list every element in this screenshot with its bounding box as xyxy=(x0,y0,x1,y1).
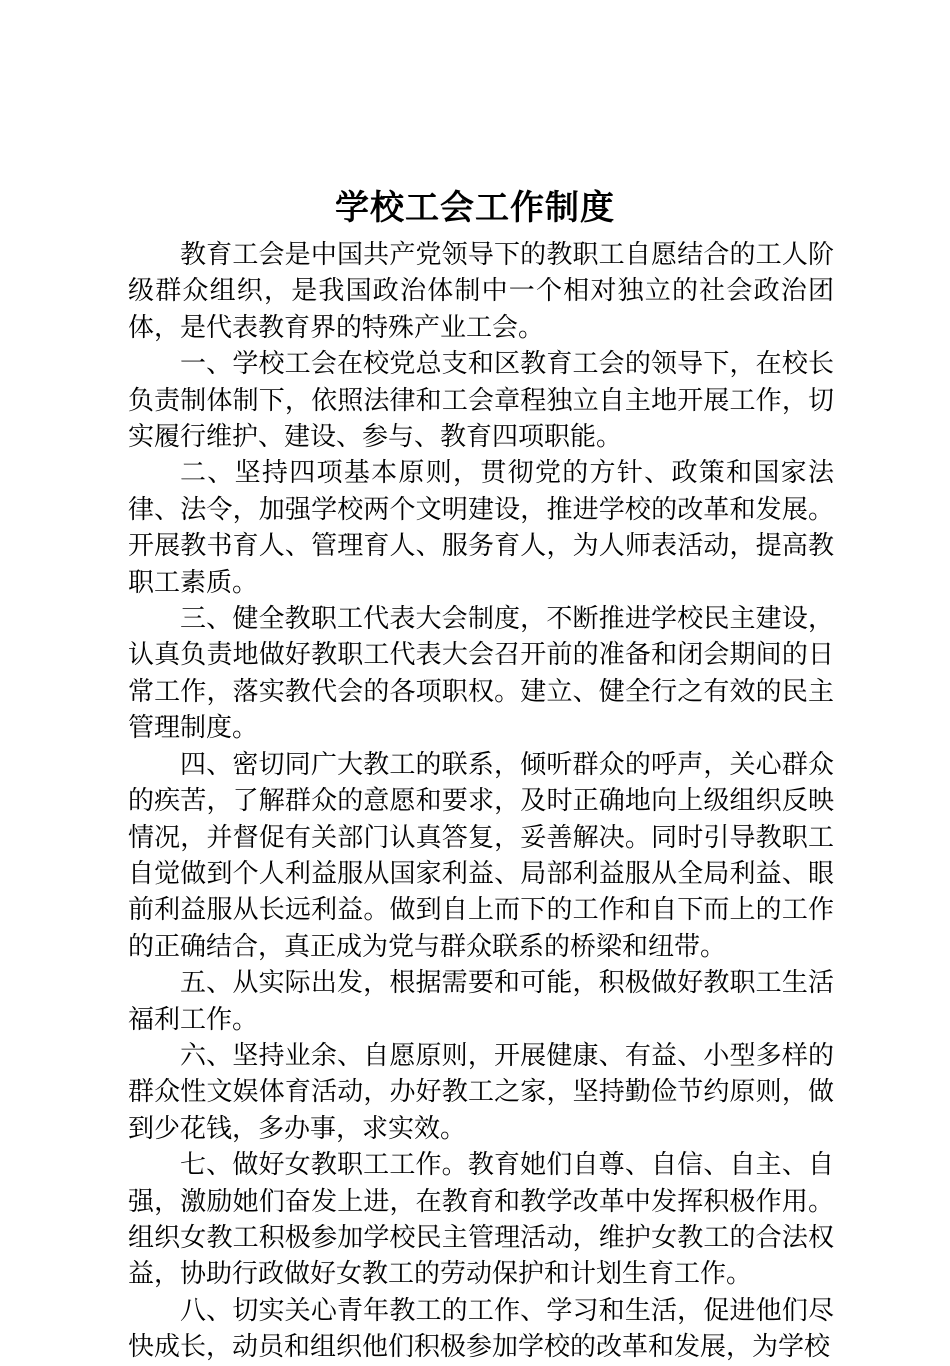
document-body xyxy=(128,237,834,1366)
paragraph-6: 六、坚持业余、自愿原则，开展健康、有益、小型多样的群众性文娱体育活动，办好教工之家，坚持勤俭节约原则，做到少花钱，多办事，求实效。 xyxy=(128,1040,834,1144)
paragraph-3: 三、健全教职工代表大会制度，不断推进学校民主建设，认真负责地做好教职工代表大会召开前的准备和闭会期间的日常工作，落实教代会的各项职权。建立、健全行之有效的民主管理制度。 xyxy=(128,604,834,744)
paragraph-8: 八、切实关心青年教工的工作、学习和生活，促进他们尽快成长，动员和组织他们积极参加学校的改革和发展，为学校 xyxy=(128,1295,834,1363)
paragraph-1: 一、学校工会在校党总支和区教育工会的领导下，在校长负责制体制下，依照法律和工会章程独立自主地开展工作，切实履行维护、建设、参与、教育四项职能。 xyxy=(128,349,834,453)
paragraph-2: 二、坚持四项基本原则，贯彻党的方针、政策和国家法律、法令，加强学校两个文明建设，推进学校的改革和发展。开展教书育人、管理育人、服务育人，为人师表活动，提高教职工素质。 xyxy=(128,458,834,598)
paragraph-4: 四、密切同广大教工的联系，倾听群众的呼声，关心群众的疾苦，了解群众的意愿和要求，及时正确地向上级组织反映情况，并督促有关部门认真答复，妥善解决。同时引导教职工自觉做到个人利益服从国家利益、局部利益服从全局利益、眼前利益服从长远利益。做到自上而下的工作和自下而上的工作的正确结合，真正成为党与群众联系的桥梁和纽带。 xyxy=(128,749,834,962)
document-title: 学校工会工作制度 xyxy=(335,188,615,228)
paragraph-7: 七、做好女教职工工作。教育她们自尊、自信、自主、自强，激励她们奋发上进，在教育和教学改革中发挥积极作用。组织女教工积极参加学校民主管理活动，维护女教工的合法权益，协助行政做好女教工的劳动保护和计划生育工作。 xyxy=(128,1150,834,1290)
paragraph-5: 五、从实际出发，根据需要和可能，积极做好教职工生活福利工作。 xyxy=(128,968,834,1035)
paragraph-intro: 教育工会是中国共产党领导下的教职工自愿结合的工人阶级群众组织，是我国政治体制中一个相对独立的社会政治团体，是代表教育界的特殊产业工会。 xyxy=(128,240,834,343)
